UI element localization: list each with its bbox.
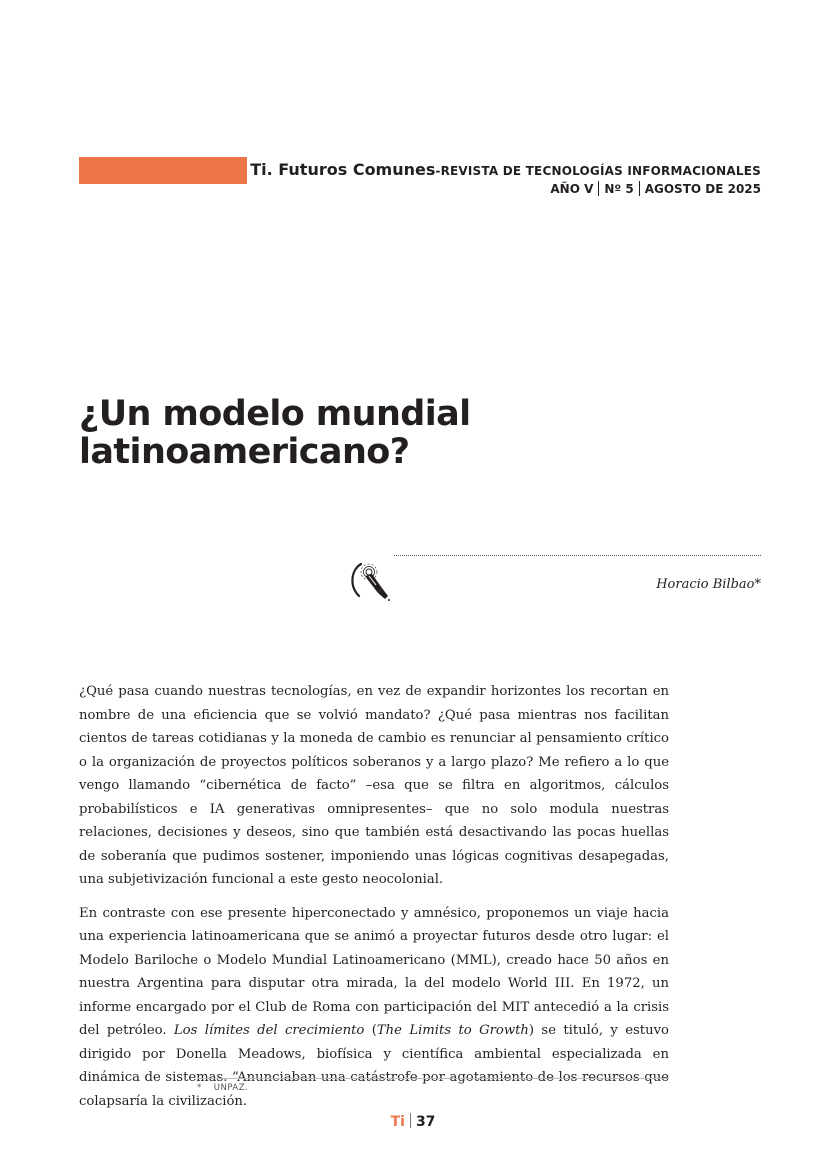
body-text-segment: En contraste con ese presente hiperconectado y amnésico, proponemos un viaje hacia una experiencia latinoamericana que se animó a proyectar futuros desde otro lugar: el Modelo Bariloche o Modelo Mundial Latinoamericano (MML), creado hace 50 años en nuestra Argentina para disputar otra mirada, la del modelo World III. En 1972, un informe encargado por el Club de Roma con participación del MIT antecedió a la crisis del petróleo.	[79, 905, 669, 1038]
footnote-divider	[197, 1078, 669, 1079]
header-accent-bar	[79, 157, 247, 184]
footer-brand: Ti	[390, 1114, 405, 1130]
article-author: Horacio Bilbao*	[656, 577, 761, 592]
book-title-english: The Limits to Growth	[376, 1023, 529, 1038]
body-paragraph: ¿Qué pasa cuando nuestras tecnologías, en vez de expandir horizontes los recortan en nombre de una eficiencia que se volvió mandato? ¿Qué pasa mientras nos facilitan cientos de tareas cotidianas y la moneda de cambio es renunciar al pensamiento crítico o la organización de proyectos políticos soberanos y a largo plazo? Me refiero a lo que vengo llamando “cibernética de facto” –esa que se filtra en algoritmos, cálculos probabilísticos e IA generativas omnipresentes– que no solo modula nuestras relaciones, decisiones y deseos, sino que también está desactivando las pocas huellas de soberanía que pudimos sostener, imponiendo unas lógicas cognitivas desapegadas, una subjetivización funcional a este gesto neocolonial.	[79, 684, 669, 887]
page-footer	[0, 1113, 826, 1130]
book-title: Los límites del crecimiento	[173, 1023, 365, 1038]
article-body	[79, 680, 669, 1123]
footnote	[197, 1083, 248, 1093]
fountain-pen-icon	[345, 556, 393, 604]
author-divider	[394, 555, 761, 556]
journal-subtitle: -REVISTA DE TECNOLOGÍAS INFORMACIONALES	[435, 164, 761, 178]
footnote-mark: *	[197, 1083, 202, 1093]
issue-date: AGOSTO DE 2025	[644, 182, 761, 196]
journal-title-line	[250, 160, 761, 181]
journal-header	[250, 160, 761, 198]
journal-name: Ti. Futuros Comunes	[250, 160, 436, 179]
issue-number: Nº 5	[604, 182, 634, 196]
issue-year: AÑO V	[550, 182, 594, 196]
body-text-segment: ) se tituló, y estuvo dirigido por Donella Meadows, biofísica y científica ambiental especializada en dinámica de sistemas. “Anunciaban una catástrofe por agotamiento de los recursos que colapsaría la civilización.	[79, 1023, 669, 1109]
footnote-text: UNPAZ.	[213, 1083, 249, 1093]
page-number: 37	[415, 1114, 436, 1130]
issue-info	[250, 181, 761, 198]
issue-separator	[598, 181, 599, 196]
footer-separator	[410, 1113, 411, 1128]
article-title: ¿Un modelo mundial latinoamericano?	[79, 394, 471, 472]
body-paragraph	[79, 902, 669, 1114]
body-text-segment: (	[364, 1023, 377, 1038]
issue-separator	[639, 181, 640, 196]
